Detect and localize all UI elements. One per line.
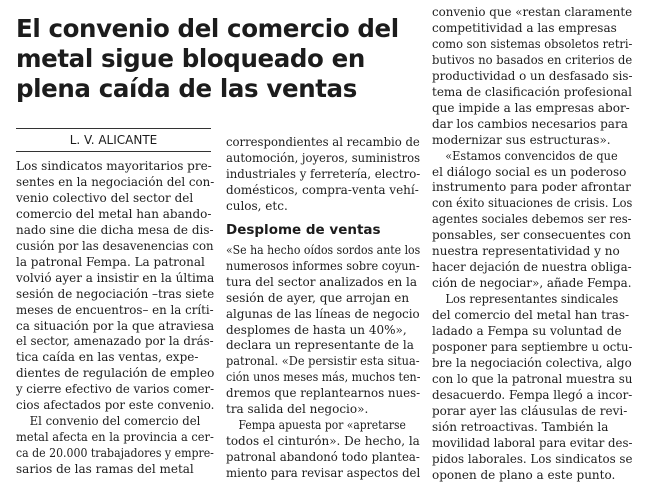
byline-rule-bottom — [16, 151, 211, 152]
headline-line: metal sigue bloqueado en — [16, 44, 365, 73]
text-line: del comercio del metal han tras- — [432, 308, 630, 323]
text-line: productividad o un desfasado sis- — [432, 68, 633, 83]
paragraph — [226, 418, 420, 482]
text-line: hacer dejación de nuestra obliga- — [432, 260, 632, 275]
text-line: patronal abandonó todo planteа- — [226, 450, 420, 465]
text-line: convenio que «restan claramente — [432, 5, 633, 19]
text-line: y cierre efectivo de varios comer- — [16, 382, 215, 397]
text-line: automoción, joyeros, suministros — [226, 150, 421, 165]
text-line: metal afecta en la provincia a cer- — [16, 430, 214, 445]
subheading: Desplome de ventas — [226, 221, 381, 238]
text-line: patronal. «De persistir esta situa- — [226, 354, 420, 369]
text-line: modernizar sus estructuras». — [432, 132, 611, 147]
text-line: declara un representante de la — [226, 338, 414, 353]
text-line: ladado a Fempa su voluntad de — [432, 324, 622, 339]
paragraph — [16, 414, 214, 478]
paragraph — [432, 292, 632, 483]
text-line: correspondientes al recambio de — [226, 135, 420, 149]
text-line: «Se ha hecho oídos sordos ante los — [226, 242, 421, 257]
text-line: algunas de las líneas de negocio — [226, 306, 420, 321]
text-line: Los sindicatos mayoritarios pre- — [16, 159, 212, 173]
text-line: bre la negociación colectiva, algo — [432, 355, 632, 370]
text-line: miento para revisar aspectos del — [226, 466, 421, 481]
text-line: porar ayer las cláusulas de revi- — [432, 403, 628, 418]
paragraph — [432, 5, 632, 149]
text-line: el sector, amenazado por la drás- — [16, 334, 214, 349]
text-line: pidos laborales. Los sindicatos se — [432, 451, 633, 466]
text-line: desacuerdo. Fempa llegó a incor- — [432, 387, 633, 402]
headline-line: plena caída de las ventas — [16, 74, 357, 103]
text-line: que impide a las empresas abor- — [432, 100, 630, 115]
text-line: todos el cinturón». De hecho, la — [226, 434, 420, 449]
text-line: sarios de las ramas del metal — [16, 462, 194, 477]
text-line: ción unos meses más, muchos ten- — [226, 370, 421, 385]
text-line: con lo que la patronal muestra su — [432, 371, 633, 386]
text-line: venio colectivo del sector del — [16, 190, 194, 205]
article-column-2 — [226, 135, 420, 482]
text-line: butivos no basados en criterios de — [432, 52, 633, 67]
text-line: tema de clasificación profesional — [432, 84, 632, 99]
paragraph — [226, 135, 420, 215]
text-line: comercio del metal han abando- — [16, 206, 212, 221]
text-line: tura del sector analizados en la — [226, 274, 417, 289]
text-line: nado sine die dicha mesa de dis- — [16, 222, 214, 237]
text-line: posponer para septiembre u octu- — [432, 340, 633, 355]
text-line: sentes en la negociación del con- — [16, 174, 215, 189]
paragraph — [16, 159, 214, 414]
text-line: dar los cambios necesarios para — [432, 116, 628, 131]
text-line: cusión por las desavenencias con — [16, 238, 214, 253]
text-line: ción de negociar», añade Fempa. — [432, 276, 632, 291]
text-line: con éxito situaciones de crisis. Los — [432, 196, 633, 211]
text-line: domésticos, compra-venta vehí- — [226, 182, 419, 197]
text-line: nuestra representatividad y no — [432, 244, 620, 259]
text-line: ca de 20.000 trabajadores y empre- — [16, 446, 214, 461]
article-column-1 — [16, 159, 214, 478]
text-line: la patronal Fempa. La patronal — [16, 254, 205, 269]
headline — [16, 14, 408, 104]
text-line: ponsables, ser consecuentes con — [432, 228, 631, 243]
text-line: «Estamos convencidos de que — [445, 148, 618, 163]
text-line: sión retroactivas. También la — [432, 419, 609, 434]
text-line: tra salida del negocio». — [226, 402, 369, 417]
paragraph — [432, 149, 632, 293]
text-line: sesión de negociación –tras siete — [16, 286, 215, 301]
text-line: competitividad a las empresas — [432, 20, 617, 35]
text-line: numerosos informes sobre coyun- — [226, 258, 420, 273]
text-line: sesión de ayer, que arrojan en — [226, 290, 410, 305]
text-line: movilidad laboral para evitar des- — [432, 435, 633, 450]
byline: L. V. ALICANTE — [69, 133, 158, 147]
paragraph — [226, 243, 420, 418]
text-line: meses de encuentros– en la críti- — [16, 302, 214, 317]
text-line: tica caída en las ventas, expe- — [16, 350, 199, 365]
text-line: cios afectados por este convenio. — [16, 398, 215, 413]
text-line: como son sistemas obsoletos retri- — [432, 36, 633, 51]
text-line: ca situación por la que atraviesa — [16, 318, 215, 333]
text-line: culos, etc. — [226, 198, 288, 213]
text-line: Fempa apuesta por «apretarse — [238, 418, 406, 433]
text-line: dremos que replantearnos nues- — [226, 386, 421, 401]
text-line: El convenio del comercio del — [29, 414, 201, 429]
text-line: volvió ayer a insistir en la última — [16, 270, 215, 285]
text-line: el diálogo social es un poderoso — [432, 164, 627, 179]
text-line: industriales y ferretería, electro- — [226, 166, 421, 181]
byline-rule-top — [16, 128, 211, 129]
text-line: Los representantes sindicales — [445, 292, 619, 307]
article-column-3 — [432, 5, 632, 484]
text-line: dientes de regulación de empleo — [16, 366, 215, 381]
text-line: agentes sociales debemos ser res- — [432, 212, 632, 227]
headline-line: El convenio del comercio del — [16, 14, 399, 43]
text-line: desplomes de hasta un 40%», — [226, 322, 407, 337]
text-line: instrumento para poder afrontar — [432, 180, 631, 195]
text-line: oponen de plano a este punto. — [432, 467, 616, 482]
